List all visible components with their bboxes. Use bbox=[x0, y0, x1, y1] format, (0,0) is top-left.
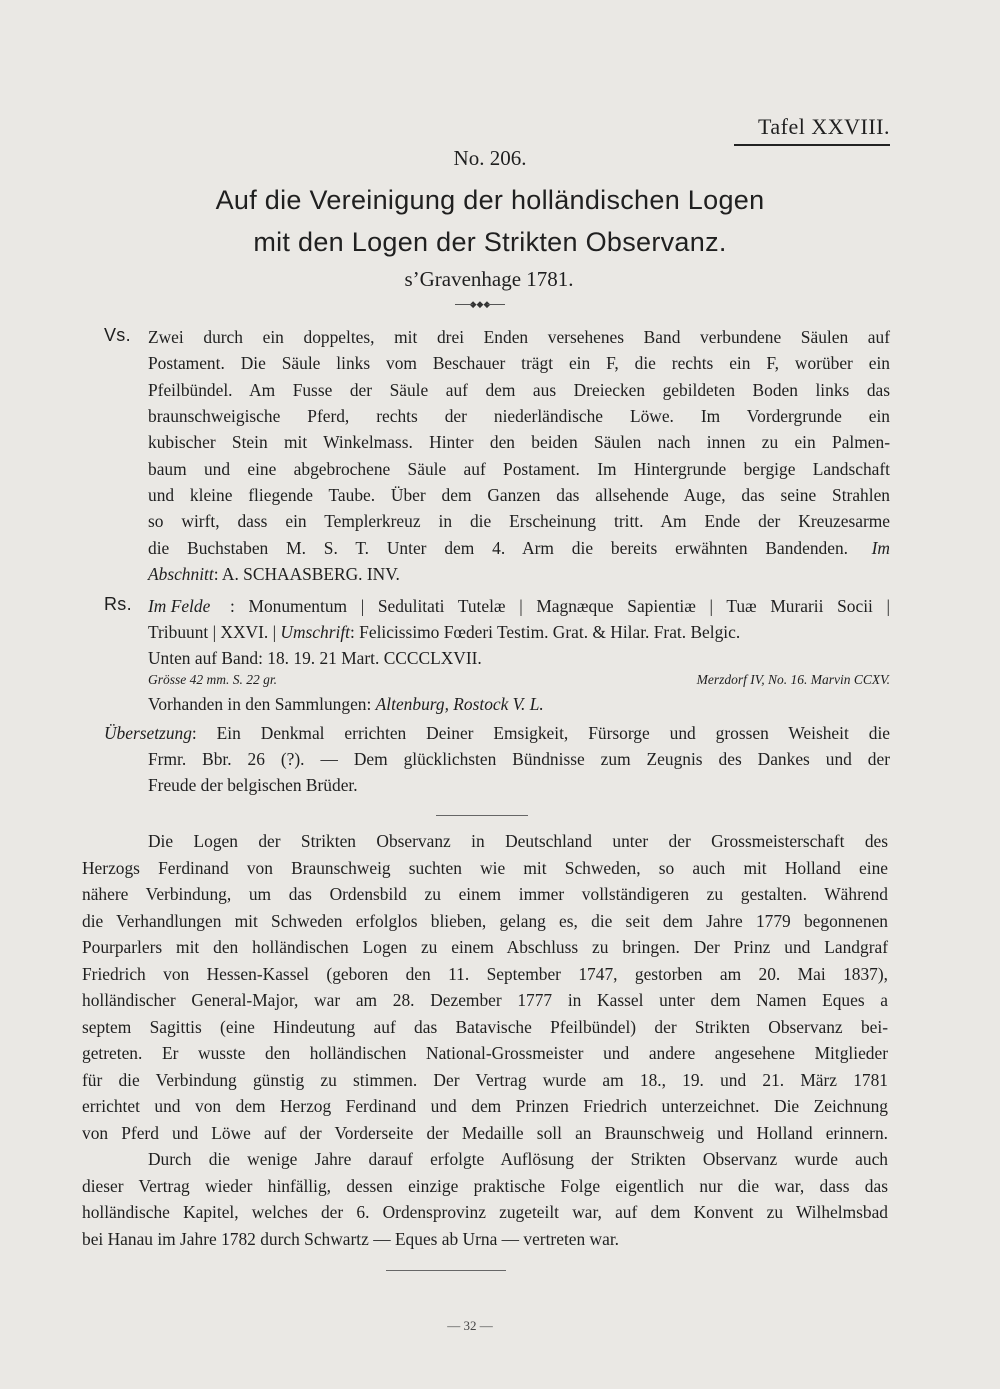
umschrift-label: Umschrift bbox=[280, 622, 350, 642]
body-line: Die Logen der Strikten Observanz in Deutschland unter der Grossmeisterschaft des bbox=[148, 831, 888, 851]
collections-list: Altenburg, Rostock V. L. bbox=[375, 694, 544, 714]
obverse-line: und kleine fliegende Taube. Über dem Ganzen das allsehende Auge, das seine Strahlen bbox=[148, 485, 890, 505]
body-line: bei Hanau im Jahre 1782 durch Schwartz — Eques ab Urna — vertreten war. bbox=[82, 1229, 619, 1249]
body-line: Friedrich von Hessen-Kassel (geboren den 11. September 1747, gestorben am 20. Mai 1837), bbox=[82, 964, 888, 984]
reverse-line bbox=[148, 596, 890, 617]
obverse-line: so wirft, dass ein Templerkreuz in die Erscheinung tritt. Am Ende der Kreuzesarme bbox=[148, 511, 890, 531]
body-line: getreten. Er wusste den holländischen National-Grossmeister und andere angesehene Mitglieder bbox=[82, 1043, 888, 1063]
ornament-divider-icon: ◆◆◆ bbox=[455, 298, 505, 310]
obverse-label: Vs. bbox=[104, 325, 131, 345]
body-line: für die Verbindung günstig zu stimmen. Der Vertrag wurde am 18., 19. und 21. März 1781 bbox=[82, 1070, 888, 1090]
plate-number: Tafel XXVIII. bbox=[734, 114, 890, 146]
obverse-line: Postament. Die Säule links vom Beschauer trägt ein F, die rechts ein F, worüber ein bbox=[148, 353, 890, 373]
body-line: die Verhandlungen mit Schweden erfolglos blieben, gelang es, die seit dem Jahre 1779 begonnenen bbox=[82, 911, 888, 931]
obverse-line bbox=[148, 564, 400, 585]
translation-line bbox=[104, 723, 890, 744]
collections-line bbox=[148, 694, 544, 715]
field-label: Im Felde bbox=[148, 596, 211, 616]
obverse-line: kubischer Stein mit Winkelmass. Hinter den beiden Säulen nach innen zu ein Palmen- bbox=[148, 432, 890, 452]
title-line-1: Auf die Vereinigung der holländischen Logen bbox=[215, 185, 765, 215]
body-line: errichtet und von dem Herzog Ferdinand und dem Prinzen Friedrich unterzeichnet. Die Zeichnung bbox=[82, 1096, 888, 1116]
place-date: s’Gravenhage 1781. bbox=[404, 267, 574, 291]
references: Merzdorf IV, No. 16. Marvin CCXV. bbox=[696, 672, 890, 687]
obverse-line-text: die Buchstaben M. S. T. Unter dem 4. Arm die bereits erwähnten Bandenden. bbox=[148, 538, 848, 558]
body-line: holländische Kapitel, welches der 6. Ordensprovinz zugeteilt war, auf dem Konvent zu Wilhelmsbad bbox=[82, 1202, 888, 1222]
obverse-line: Zwei durch ein doppeltes, mit drei Enden versehenes Band verbundene Säulen auf bbox=[148, 327, 890, 347]
body-line: von Pferd und Löwe auf der Vorderseite der Medaille soll an Braunschweig und Holland erinnern. bbox=[82, 1123, 888, 1143]
obverse-line: baum und eine abgebrochene Säule auf Postament. Im Hintergrunde bergige Landschaft bbox=[148, 459, 890, 479]
reverse-line: Unten auf Band: 18. 19. 21 Mart. CCCCLXVII. bbox=[148, 648, 482, 668]
body-line: septem Sagittis (eine Hindeutung auf das Batavische Pfeilbündel) der Strikten Observanz bei- bbox=[82, 1017, 888, 1037]
medal-number: No. 206. bbox=[453, 146, 527, 170]
body-line: nähere Verbindung, um das Ordensbild zu einem immer vollständigeren zu gestalten. Während bbox=[82, 884, 888, 904]
body-line: Pourparlers mit den holländischen Logen zu einem Abschluss zu bringen. Der Prinz und Landgraf bbox=[82, 937, 888, 957]
obverse-italic: Im bbox=[871, 538, 890, 558]
reverse-line bbox=[148, 622, 740, 643]
body-line: dieser Vertrag wieder hinfällig, dessen einzige praktische Folge eigentlich nur die war, dass das bbox=[82, 1176, 888, 1196]
umschrift-text: : Felicissimo Fœderi Testim. Grat. & Hilar. Frat. Belgic. bbox=[350, 622, 741, 642]
title-line-2: mit den Logen der Strikten Observanz. bbox=[253, 227, 727, 257]
translation-text: : Ein Denkmal errichten Deiner Emsigkeit, Fürsorge und grossen Weisheit die bbox=[191, 723, 890, 743]
body-line: Herzogs Ferdinand von Braunschweig suchten wie mit Schweden, so auch mit Holland eine bbox=[82, 858, 888, 878]
body-line: Durch die wenige Jahre darauf erfolgte Auflösung der Strikten Observanz wurde auch bbox=[148, 1149, 888, 1169]
abschnitt-text: : A. SCHAASBERG. INV. bbox=[213, 564, 400, 584]
size-weight: Grösse 42 mm. S. 22 gr. bbox=[148, 672, 278, 687]
obverse-line bbox=[148, 538, 890, 559]
field-text: : Monumentum | Sedulitati Tutelæ | Magnæque Sapientiæ | Tuæ Murarii Socii | bbox=[230, 596, 890, 616]
collections-label: Vorhanden in den Sammlungen: bbox=[148, 694, 372, 714]
section-divider bbox=[386, 1270, 506, 1271]
page-number: — 32 — bbox=[447, 1318, 493, 1333]
translation-line: Freude der belgischen Brüder. bbox=[148, 775, 358, 795]
reverse-text: Tribuunt | XXVI. | bbox=[148, 622, 281, 642]
translation-label: Übersetzung bbox=[104, 723, 192, 743]
obverse-line: Pfeilbündel. Am Fusse der Säule auf dem aus Dreiecken gebildeten Boden links das bbox=[148, 380, 890, 400]
section-divider bbox=[436, 815, 528, 816]
reverse-label: Rs. bbox=[104, 594, 132, 614]
translation-line: Frmr. Bbr. 26 (?). — Dem glücklichsten Bündnisse zum Zeugnis des Dankes und der bbox=[148, 749, 890, 769]
abschnitt-label: Abschnitt bbox=[148, 564, 214, 584]
obverse-line: braunschweigische Pferd, rechts der niederländische Löwe. Im Vordergrunde ein bbox=[148, 406, 890, 426]
body-line: holländischer General-Major, war am 28. Dezember 1777 in Kassel unter dem Namen Eques a bbox=[82, 990, 888, 1010]
